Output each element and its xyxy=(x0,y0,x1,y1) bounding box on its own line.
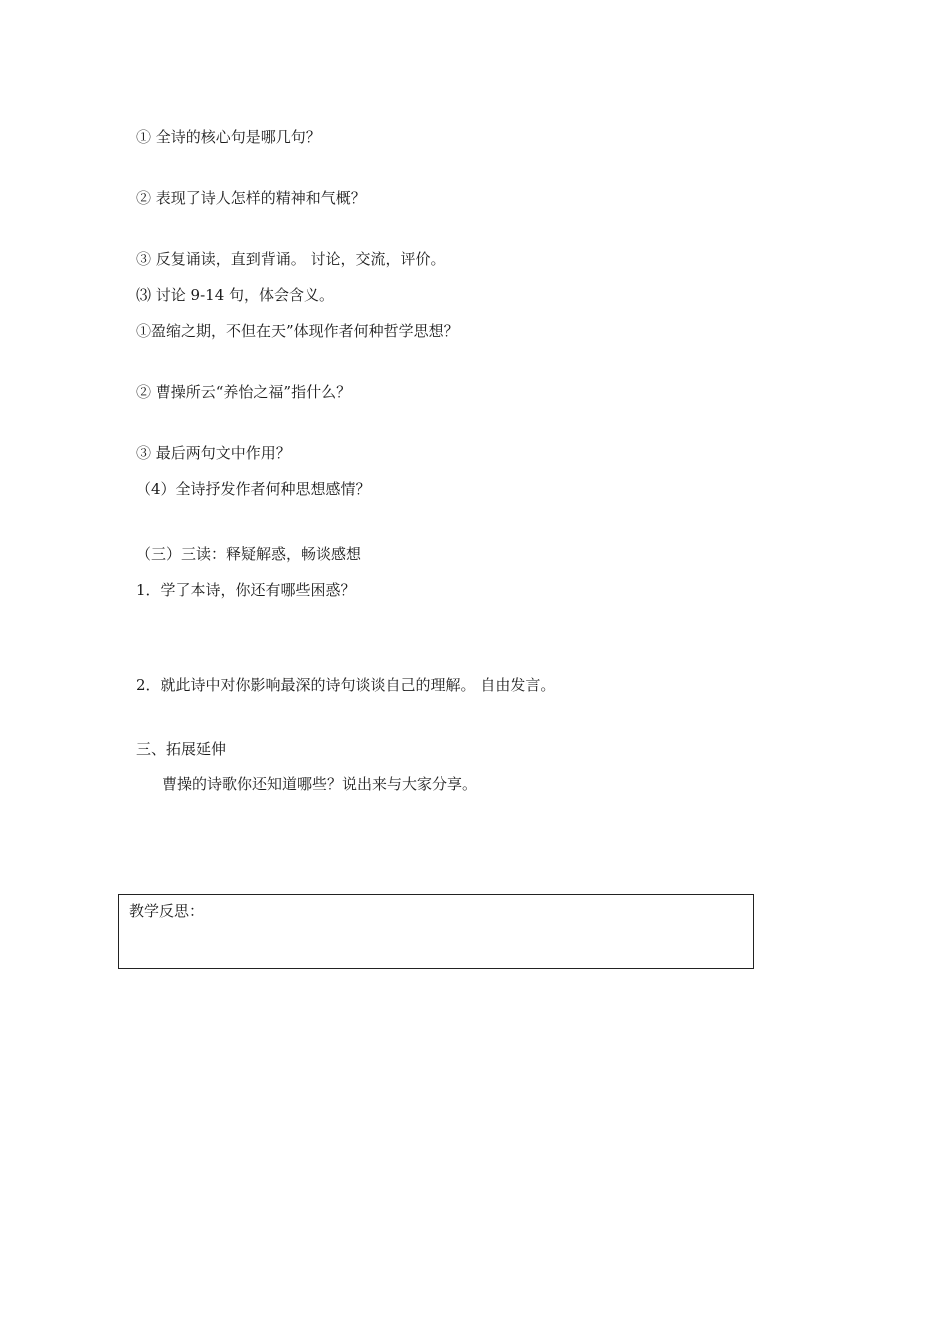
section-heading-extension: 三、拓展延伸 xyxy=(136,740,227,758)
extension-text: 曹操的诗歌你还知道哪些？说出来与大家分享。 xyxy=(162,775,478,793)
teaching-reflection-box xyxy=(118,894,754,969)
question-emotion: （4）全诗抒发作者何种思想感情？ xyxy=(136,480,371,498)
discussion-question-1: ①盈缩之期，不但在天”体现作者何种哲学思想？ xyxy=(136,322,459,340)
reading-question-1: 1．学了本诗，你还有哪些困惑？ xyxy=(136,581,356,599)
discussion-question-3: ③ 最后两句文中作用？ xyxy=(136,444,291,462)
instruction-recite: ③ 反复诵读，直到背诵。 讨论，交流，评价。 xyxy=(136,250,446,268)
question-core-lines: ① 全诗的核心句是哪几句？ xyxy=(136,128,321,146)
question-spirit: ② 表现了诗人怎样的精神和气概？ xyxy=(136,189,366,207)
section-heading-third-reading: （三）三读：释疑解惑，畅谈感想 xyxy=(136,545,362,563)
teaching-reflection-label: 教学反思： xyxy=(129,902,205,920)
discussion-heading: ⑶ 讨论 9-14 句，体会含义。 xyxy=(136,286,335,304)
reading-question-2: 2．就此诗中对你影响最深的诗句谈谈自己的理解。 自由发言。 xyxy=(136,676,556,694)
discussion-question-2: ② 曹操所云“养怡之福”指什么？ xyxy=(136,383,352,401)
